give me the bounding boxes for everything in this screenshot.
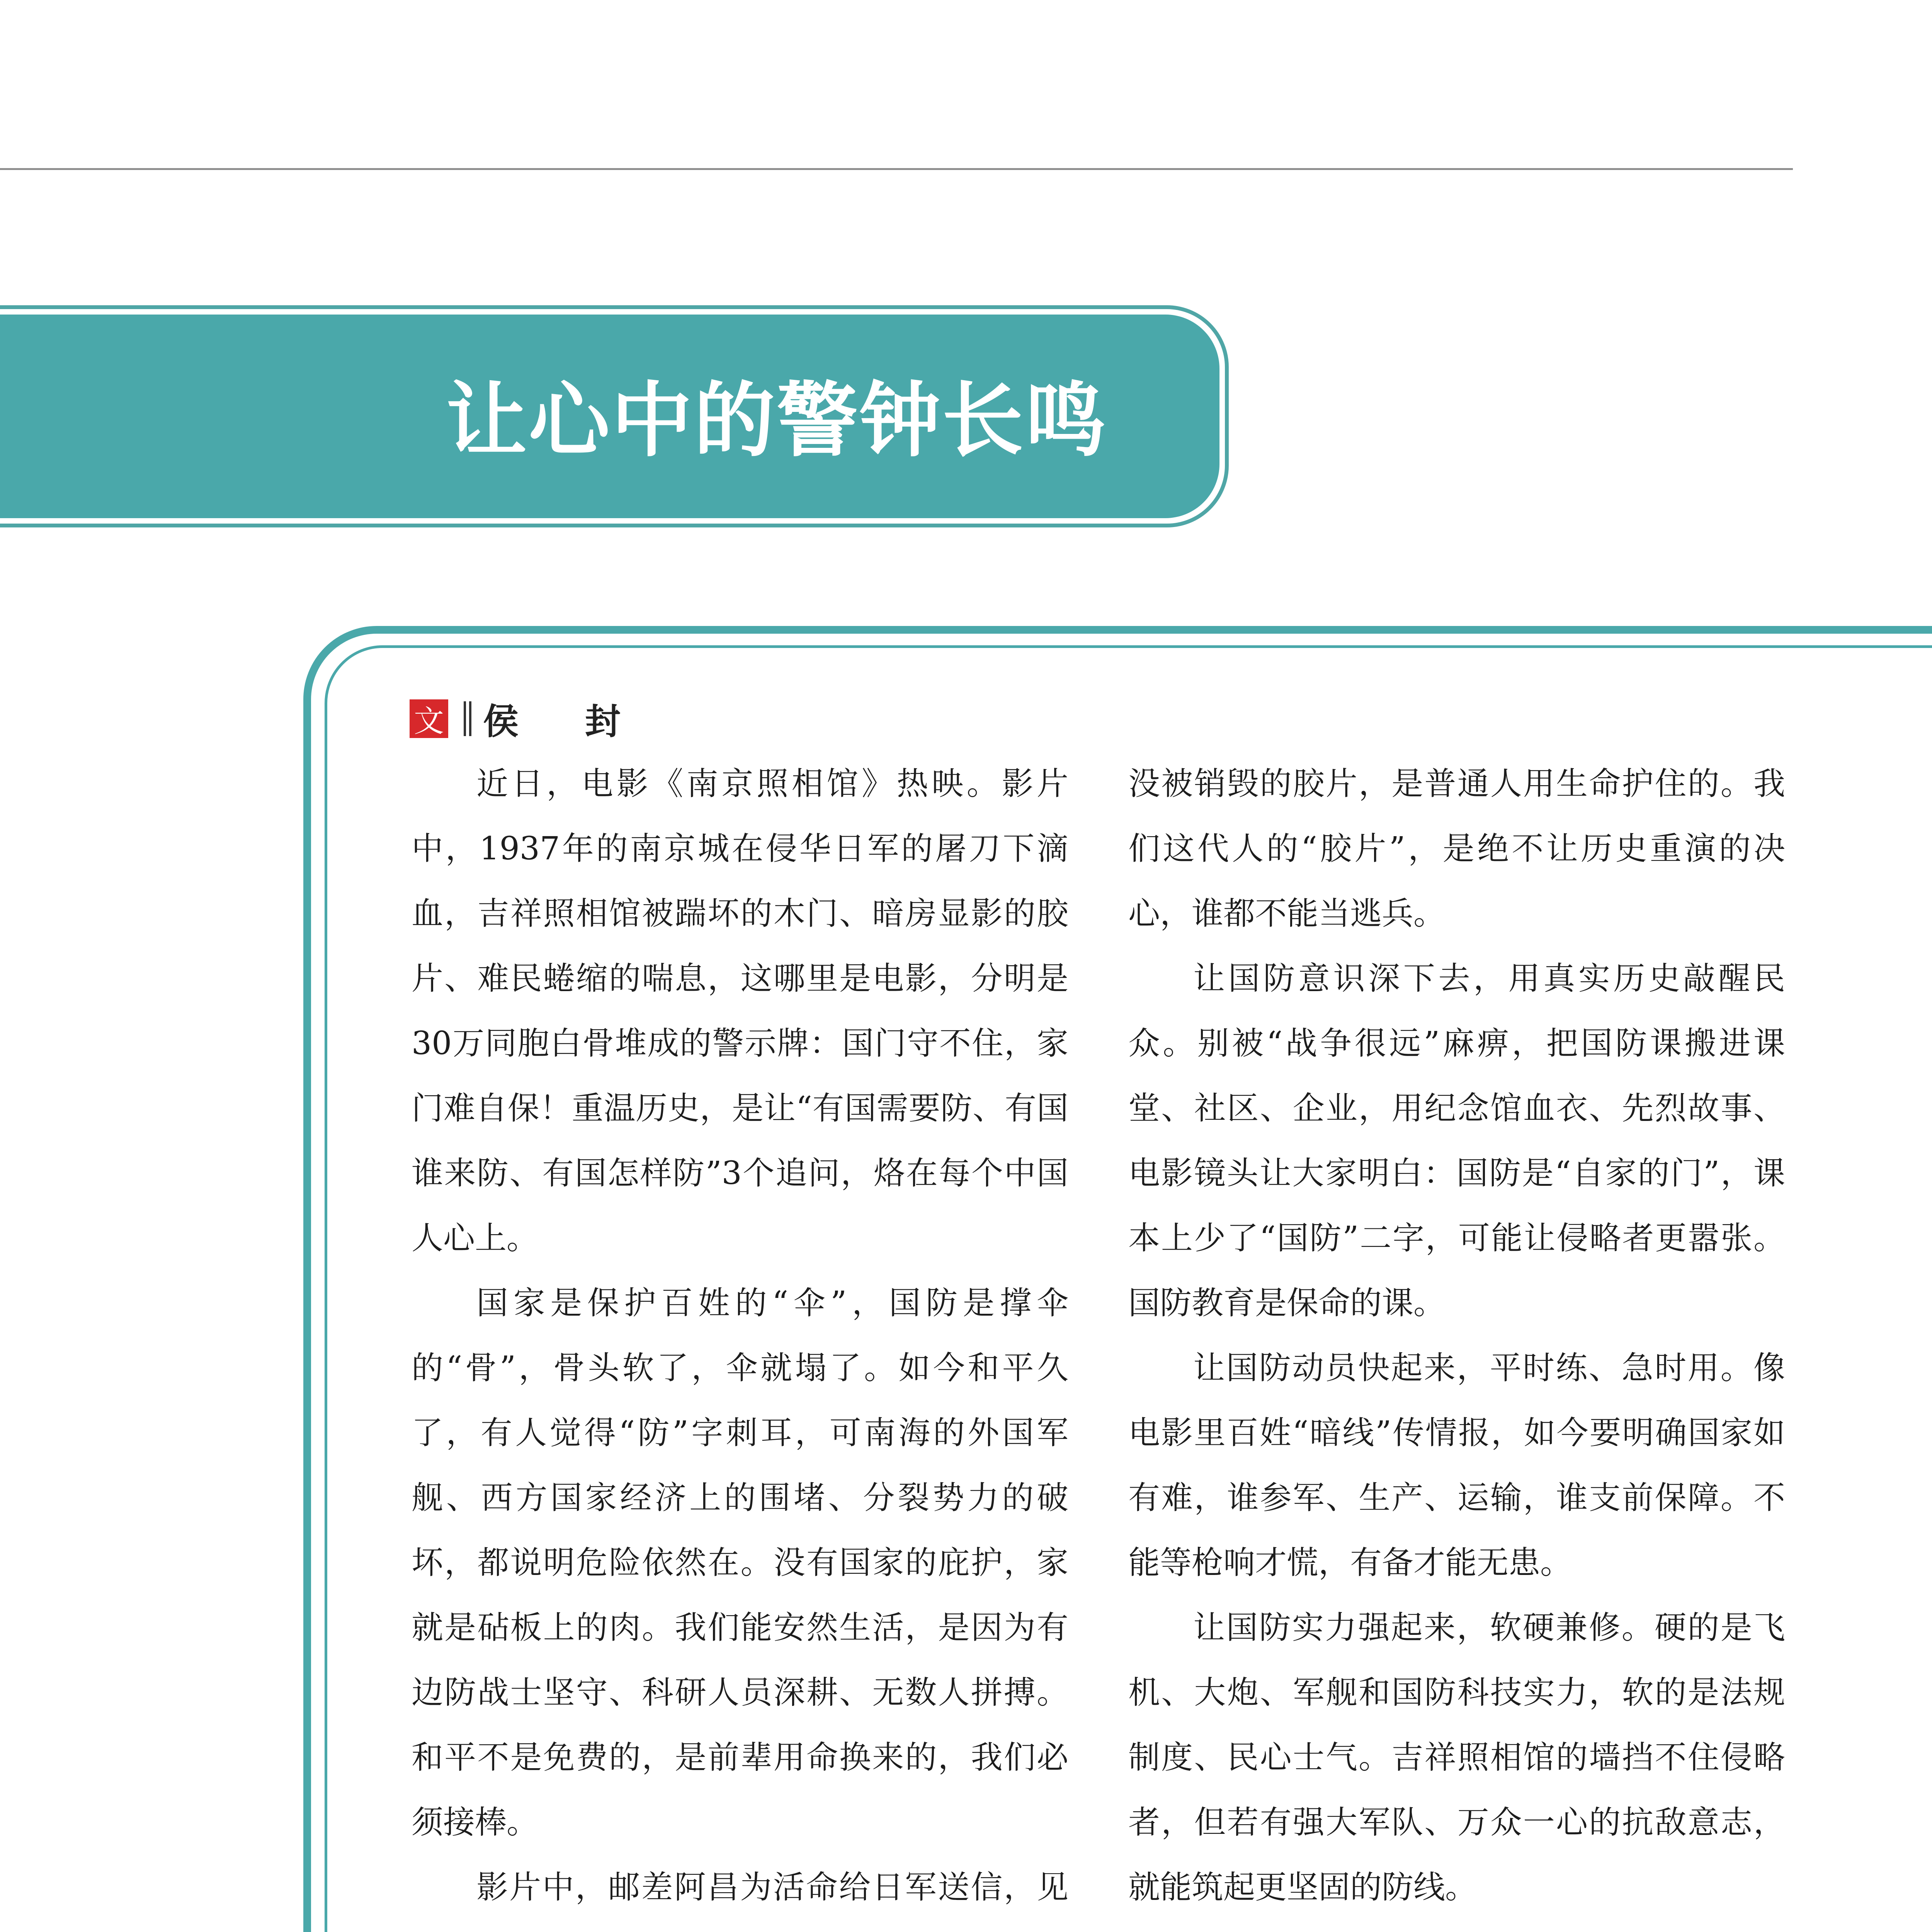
byline-author: 侯 封 — [483, 701, 648, 742]
paragraph: 让国防意识深下去，用真实历史敲醒民众。别被“战争很远”麻痹，把国防课搬进课堂、社区、企业，用纪念馆血衣、先烈故事、电影镜头让大家明白：国防是“自家的门”，课本上少了“国防”二字，可能让侵略者更嚣张。国防教育是保命的课。 — [1128, 960, 1785, 1321]
byline-tag: 文 — [410, 699, 448, 738]
paragraph: 近日，电影《南京照相馆》热映。影片中，1937年的南京城在侵华日军的屠刀下滴血，吉祥照相馆被踹坏的木门、暗房显影的胶片、难民蜷缩的喘息，这哪里是电影，分明是30万同胞白骨堆成的警示牌：国门守不住，家门难自保！重温历史，是让“有国需要防、有国谁来防、有国怎样防”3个追问，烙在每个中国人心上。 — [412, 765, 1068, 1257]
paragraph: 让国防实力强起来，软硬兼修。硬的是飞机、大炮、军舰和国防科技实力，软的是法规制度、民心士气。吉祥照相馆的墙挡不住侵略者，但若有强大军队、万众一心的抗敌意志，就能筑起更坚固的防线。 — [1128, 1609, 1785, 1906]
byline — [410, 697, 648, 740]
paragraph: 国家是保护百姓的“伞”，国防是撑伞的“骨”，骨头软了，伞就塌了。如今和平久了，有人觉得“防”字刺耳，可南海的外国军舰、西方国家经济上的围堵、分裂势力的破坏，都说明危险依然在。没有国家的庇护，家就是砧板上的肉。我们能安然生活，是因为有边防战士坚守、科研人员深耕、无数人拼搏。和平不是免费的，是前辈用命换来的，我们必须接棒。 — [412, 1285, 1068, 1841]
article-title: 让心中的警钟长鸣 — [446, 373, 1108, 468]
paragraph: 让国防动员快起来，平时练、急时用。像电影里百姓“暗线”传情报，如今要明确国家如有难，谁参军、生产、运输，谁支前保障。不能等枪响才慌，有备才能无患。 — [1128, 1350, 1785, 1581]
paragraph-continued: 没被销毁的胶片，是普通人用生命护住的。我们这代人的“胶片”，是绝不让历史重演的决心，谁都不能当逃兵。 — [1128, 765, 1785, 932]
title-banner-fill — [0, 315, 1219, 518]
top-rule — [0, 168, 1793, 170]
paragraph: 影片中，邮差阿昌为活命给日军送信，见 — [476, 1869, 1068, 1906]
right-column — [1128, 752, 1785, 1932]
title-banner — [0, 305, 1229, 527]
paragraph-final — [1128, 1920, 1785, 1932]
left-column — [412, 752, 1068, 1932]
byline-separator — [464, 701, 471, 736]
